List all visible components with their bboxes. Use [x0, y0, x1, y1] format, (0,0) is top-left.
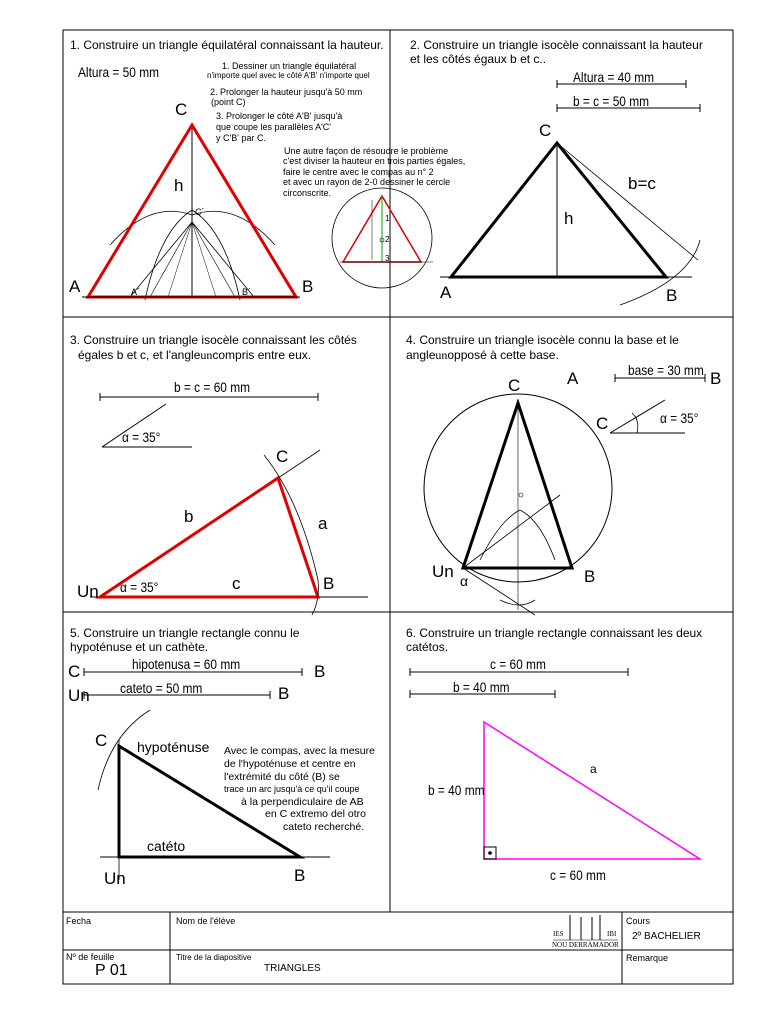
- panel4-label-Un: Un: [432, 562, 454, 581]
- panel4-label-B: B: [710, 369, 722, 388]
- panel1-label-Cp: C´: [195, 207, 205, 217]
- panel3-label-a: a: [318, 514, 328, 533]
- footer-nom: Nom de l'élève: [176, 916, 236, 926]
- panel5-label-B: B: [314, 662, 326, 681]
- footer-cours: Cours: [626, 916, 651, 926]
- panel2-bc: b = c = 50 mm: [573, 93, 650, 109]
- panel2-label-A: A: [440, 283, 452, 302]
- panel5-desc-6: en C extremo del otro: [265, 808, 366, 820]
- footer-triangles: TRIANGLES: [264, 963, 321, 974]
- panel1-step3c: y C'B' par C.: [216, 133, 266, 143]
- footer-remarque: Remarque: [626, 953, 669, 963]
- panel1-alt5: circonscrite.: [283, 188, 332, 198]
- panel3-label-C: C: [276, 447, 289, 466]
- panel6-cbottom: c = 60 mm: [550, 867, 606, 883]
- panel6-b: b = 40 mm: [453, 679, 510, 695]
- footer-feuille: Nº de feuille: [66, 952, 115, 962]
- panel5-desc-2: de l'hypoténuse et centre en: [224, 758, 356, 770]
- panel4-label-alpha: α: [460, 573, 469, 589]
- panel3-label-c: c: [232, 574, 241, 593]
- footer-logo-3: NOU DERRAMADOR: [552, 941, 619, 949]
- panel3-label-b: b: [184, 507, 194, 526]
- panel5-title-2: hypoténuse et un cathète.: [70, 640, 209, 654]
- panel5-desc-5: à la perpendiculaire de AB: [241, 796, 364, 808]
- panel3-label-Un: Un: [77, 582, 99, 601]
- panel5-desc-3: l'extrémité du côté (B) se: [224, 771, 340, 783]
- panel2-drawing: [440, 80, 700, 305]
- panel5-hypotenuse: hypoténuse: [137, 739, 210, 755]
- panel1-label-C: C: [175, 100, 188, 119]
- panel5-hip: hipotenusa = 60 mm: [132, 656, 241, 672]
- panel6-c: c = 60 mm: [490, 656, 546, 672]
- panel2-title-1: 2. Construire un triangle isocèle connaissant la hauteur: [410, 38, 703, 52]
- panel2-altura: Altura = 40 mm: [573, 69, 655, 85]
- panel1-step3b: que coupe les parallèles A'C': [216, 122, 332, 132]
- panel2-label-C: C: [539, 121, 552, 140]
- panel6-a: a: [590, 762, 597, 776]
- panel3-alpha-2: α = 35°: [120, 579, 159, 595]
- panel5-desc-4: trace un arc jusqu'à ce qu'il coupe: [224, 784, 360, 794]
- panel1-label-B: B: [302, 277, 314, 296]
- panel6-title-1: 6. Construire un triangle rectangle connaissant les deux: [406, 626, 703, 640]
- footer-logo-2: IBI: [607, 930, 617, 938]
- panel5-label-B3: B: [294, 866, 306, 885]
- panel1-step2b: (point C): [211, 97, 246, 107]
- footer-course: 2º BACHELIER: [632, 931, 701, 942]
- panel1-alt2: c'est diviser la hauteur en trois parties égales,: [283, 156, 466, 166]
- panel1-alt4: et avec un rayon de 2-0 dessiner le cercle: [283, 177, 451, 187]
- panel5-desc-1: Avec le compas, avec la mesure: [224, 745, 375, 757]
- panel3-alpha: α = 35°: [122, 429, 161, 445]
- panel4-base: base = 30 mm: [628, 362, 704, 378]
- panel1-alt1: Une autre façon de résoudre le problème: [284, 146, 449, 156]
- panel4-label-Cl: C: [596, 414, 609, 433]
- panel2-label-B: B: [666, 286, 678, 305]
- panel1-step3a: 3. Prolonger le côté A'B' jusqu'à: [216, 111, 343, 121]
- panel5-label-Un: Un: [68, 686, 90, 705]
- panel5-cat: cateto = 50 mm: [120, 680, 203, 696]
- panel1-step1b: n'importe quel avec le côté A'B' n'importe quel: [207, 71, 370, 80]
- panel4-label-B2: B: [584, 567, 596, 586]
- panel1-altura: Altura = 50 mm: [78, 64, 160, 80]
- panel3-bc: b = c = 60 mm: [174, 379, 251, 395]
- panel5-label-Un2: Un: [104, 869, 126, 888]
- panel1-num1: 1: [385, 214, 390, 223]
- panel4-label-C: C: [508, 376, 521, 395]
- panel5-cateto: catéto: [147, 838, 186, 854]
- panel1-label-h: h: [174, 176, 184, 195]
- panel1-alt3: faire le centre avec le compas au n° 2: [283, 167, 434, 177]
- panel1-label-A: A: [69, 277, 81, 296]
- footer-fecha: Fecha: [66, 916, 92, 926]
- panel5-desc-7: cateto recherché.: [283, 821, 365, 833]
- panel4-title-1: 4. Construire un triangle isocèle connu la base et le: [406, 333, 679, 347]
- panel5-label-B2: B: [278, 684, 290, 703]
- panel2-label-beqc: b=c: [628, 174, 656, 193]
- panel1-title: 1. Construire un triangle équilatéral connaissant la hauteur.: [70, 38, 384, 52]
- panel6-drawing: [410, 668, 700, 859]
- panel1-num3: 3: [385, 254, 390, 263]
- panel1-step1a: 1. Dessiner un triangle équilatéral: [222, 61, 357, 71]
- panel5-label-C2: C: [95, 731, 108, 750]
- footer-titre: Titre de la diapositive: [176, 953, 252, 962]
- footer-sheet-number: P 01: [95, 962, 128, 979]
- panel2-title-2: et les côtés égaux b et c..: [410, 52, 547, 66]
- panel4-label-A: A: [567, 369, 579, 388]
- panel1-label-Ap: A´: [131, 287, 140, 297]
- panel3-label-B: B: [323, 574, 335, 593]
- panel1-step2a: 2. Prolonger la hauteur jusqu'à 50 mm: [210, 87, 363, 97]
- panel6-bside: b = 40 mm: [428, 782, 485, 798]
- panel3-title-2: égales b et c, et l'angleuncompris entre eux.: [78, 348, 312, 362]
- panel5-title-1: 5. Construire un triangle rectangle connu le: [70, 626, 300, 640]
- panel2-label-h: h: [564, 209, 574, 228]
- panel4-alpha: α = 35°: [660, 410, 699, 426]
- panel3-title-1: 3. Construire un triangle isocèle connaissant les côtés: [70, 333, 357, 347]
- panel1-label-Bp: B´: [242, 287, 251, 297]
- footer-logo-1: IES: [553, 930, 564, 938]
- panel1-num2: 2: [385, 235, 390, 244]
- panel6-title-2: catétos.: [406, 640, 449, 654]
- panel4-title-2: angleunopposé à cette base.: [406, 348, 559, 362]
- panel5-label-C: C: [68, 662, 81, 681]
